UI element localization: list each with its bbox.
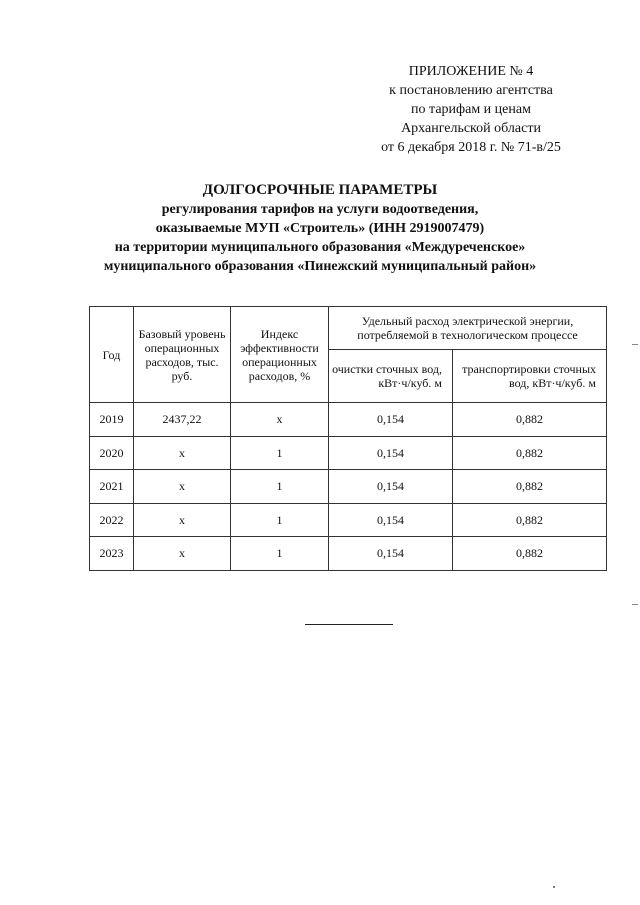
cell-transport: 0,882 — [453, 403, 607, 437]
cell-efficiency-index: 1 — [231, 503, 329, 537]
scan-edge-mark — [632, 344, 638, 345]
cell-transport: 0,882 — [453, 537, 607, 571]
appendix-date: от 6 декабря 2018 г. № 71-в/25 — [381, 140, 561, 155]
cell-transport: 0,882 — [453, 470, 607, 504]
cell-base-level: х — [134, 436, 231, 470]
appendix-header — [352, 62, 590, 157]
header-base-level: Базовый уровень операционных расходов, тыс. руб. — [134, 307, 231, 403]
document-title — [40, 181, 600, 276]
table-row — [90, 436, 607, 470]
header-treatment: очистки сточных вод, кВт·ч/куб. м — [329, 350, 453, 403]
header-energy-group: Удельный расход электрической энергии, потребляемой в технологическом процессе — [329, 307, 607, 350]
cell-efficiency-index: 1 — [231, 537, 329, 571]
cell-year: 2019 — [90, 403, 134, 437]
parameters-table — [89, 306, 607, 571]
table-row — [90, 470, 607, 504]
appendix-line: к постановлению агентства — [389, 83, 553, 98]
cell-year: 2023 — [90, 537, 134, 571]
cell-transport: 0,882 — [453, 503, 607, 537]
header-year: Год — [90, 307, 134, 403]
table-row — [90, 503, 607, 537]
header-transport: транспортировки сточных вод, кВт·ч/куб. м — [453, 350, 607, 403]
cell-base-level: х — [134, 537, 231, 571]
cell-treatment: 0,154 — [329, 470, 453, 504]
scan-speck — [553, 886, 555, 888]
title-line: муниципального образования «Пинежский муниципальный район» — [103, 259, 537, 274]
cell-efficiency-index: 1 — [231, 470, 329, 504]
end-separator-line — [305, 624, 393, 625]
appendix-line: по тарифам и ценам — [411, 102, 531, 117]
cell-year: 2020 — [90, 436, 134, 470]
cell-efficiency-index: х — [231, 403, 329, 437]
cell-treatment: 0,154 — [329, 503, 453, 537]
title-line: регулирования тарифов на услуги водоотведения, — [161, 202, 479, 217]
cell-treatment: 0,154 — [329, 537, 453, 571]
cell-transport: 0,882 — [453, 436, 607, 470]
cell-treatment: 0,154 — [329, 436, 453, 470]
appendix-number: ПРИЛОЖЕНИЕ № 4 — [408, 64, 534, 79]
title-line: на территории муниципального образования «Междуреченское» — [114, 240, 526, 255]
table-header-row — [90, 307, 607, 350]
cell-base-level: х — [134, 470, 231, 504]
cell-base-level: 2437,22 — [134, 403, 231, 437]
title-line: оказываемые МУП «Строитель» (ИНН 2919007479) — [155, 221, 485, 236]
table-row — [90, 537, 607, 571]
header-efficiency-index: Индекс эффективности операционных расходов, % — [231, 307, 329, 403]
cell-treatment: 0,154 — [329, 403, 453, 437]
cell-year: 2021 — [90, 470, 134, 504]
cell-efficiency-index: 1 — [231, 436, 329, 470]
cell-base-level: х — [134, 503, 231, 537]
scan-edge-mark — [632, 604, 638, 605]
cell-year: 2022 — [90, 503, 134, 537]
title-main: ДОЛГОСРОЧНЫЕ ПАРАМЕТРЫ — [202, 182, 438, 198]
appendix-line: Архангельской области — [401, 121, 541, 136]
table-row — [90, 403, 607, 437]
